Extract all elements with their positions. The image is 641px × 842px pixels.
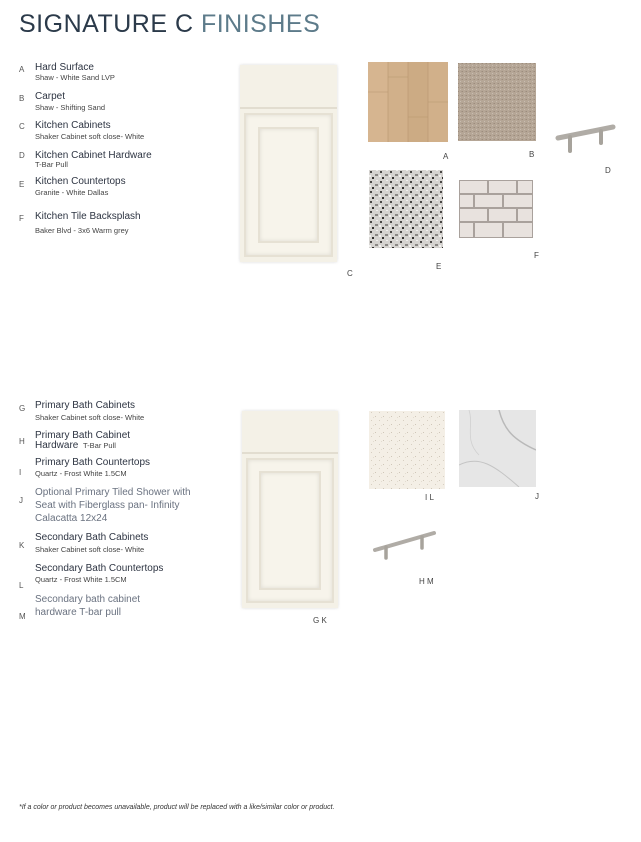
page-title: [19, 10, 320, 39]
item-desc: Shaw - White Sand LVP: [35, 73, 115, 82]
item-desc: Shaker Cabinet soft close- White: [35, 545, 145, 554]
item-letter: M: [19, 612, 26, 621]
item-desc: Shaker Cabinet soft close- White: [35, 132, 145, 141]
item-name: Secondary Bath Cabinets: [35, 532, 149, 543]
item-name: Hard Surface: [35, 62, 94, 73]
item-name: Kitchen Tile Backsplash: [35, 211, 141, 222]
title-part-2: FINISHES: [200, 10, 321, 38]
item-letter: J: [19, 496, 23, 505]
item-letter: C: [19, 122, 25, 131]
item-name: Secondary Bath Countertops: [35, 563, 164, 574]
quartz-swatch: [369, 411, 445, 489]
item-name: Primary Bath Cabinets: [35, 400, 136, 411]
swatch-label-f: F: [534, 251, 539, 260]
item-desc: Quartz - Frost White 1.5CM: [35, 469, 127, 478]
item-name: Primary Bath Cabinet Hardware: [35, 430, 131, 451]
swatch-label-b: B: [529, 150, 535, 159]
item-letter: G: [19, 404, 26, 413]
item-letter: H: [19, 437, 25, 446]
item-name: Kitchen Countertops: [35, 176, 126, 187]
cabinet-door-swatch-c: [240, 65, 337, 262]
hard-surface-swatch: [368, 62, 448, 142]
item-letter: L: [19, 581, 24, 590]
granite-swatch: [369, 170, 443, 248]
subway-tile-swatch: [459, 180, 533, 238]
item-desc: T-Bar Pull: [35, 160, 68, 169]
item-letter: B: [19, 94, 25, 103]
item-desc: Baker Blvd - 3x6 Warm grey: [35, 226, 129, 235]
swatch-label-d: D: [605, 166, 611, 175]
item-name: Kitchen Cabinets: [35, 120, 111, 131]
item-desc: Granite - White Dallas: [35, 188, 109, 197]
carpet-swatch: [458, 63, 536, 141]
t-bar-pull-icon: [370, 528, 440, 563]
item-desc: Shaw - Shifting Sand: [35, 103, 106, 112]
swatch-label-e: E: [436, 262, 442, 271]
swatch-label-hm: H M: [419, 577, 434, 586]
item-letter: K: [19, 541, 25, 550]
cabinet-door-swatch-gk: [242, 411, 338, 608]
swatch-label-a: A: [443, 152, 449, 161]
item-name: Carpet: [35, 91, 66, 102]
item-letter: D: [19, 151, 25, 160]
calacatta-swatch: [459, 410, 536, 487]
swatch-label-il: I L: [425, 493, 434, 502]
item-desc: T-Bar Pull: [83, 441, 116, 450]
disclaimer-footnote: *If a color or product becomes unavailable, product will be replaced with a like/similar color or product.: [19, 804, 335, 811]
item-desc: Quartz - Frost White 1.5CM: [35, 575, 127, 584]
item-name: Primary Bath Countertops: [35, 457, 151, 468]
swatch-label-gk: G K: [313, 616, 327, 625]
swatch-label-j: J: [535, 492, 539, 501]
item-letter: A: [19, 65, 25, 74]
t-bar-pull-icon: [553, 120, 618, 160]
item-name: Kitchen Cabinet Hardware: [35, 150, 152, 161]
item-name: Optional Primary Tiled Shower with Seat with Fiberglass pan- Infinity Calacatta 12x24: [35, 487, 191, 524]
item-desc: Shaker Cabinet soft close- White: [35, 413, 145, 422]
item-name: Secondary bath cabinet hardware T-bar pull: [35, 594, 141, 618]
item-letter: F: [19, 214, 24, 223]
item-letter: I: [19, 468, 22, 477]
swatch-label-c: C: [347, 269, 353, 278]
item-letter: E: [19, 180, 25, 189]
title-part-1: SIGNATURE C: [19, 10, 194, 38]
